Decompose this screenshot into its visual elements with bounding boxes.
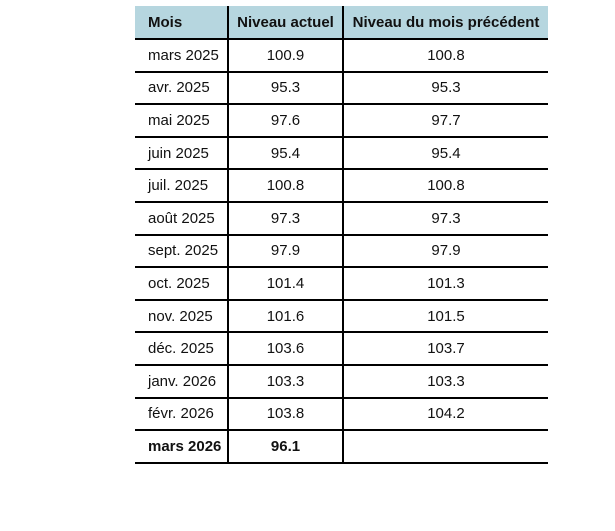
month-cell: août 2025 — [135, 202, 228, 235]
column-header-previous-level: Niveau du mois précédent — [343, 6, 548, 39]
previous-level-cell: 101.3 — [343, 267, 548, 300]
current-level-cell: 101.4 — [228, 267, 343, 300]
month-cell: sept. 2025 — [135, 235, 228, 268]
current-level-cell: 97.3 — [228, 202, 343, 235]
table-row — [135, 202, 548, 235]
current-level-cell: 100.8 — [228, 169, 343, 202]
column-header-month: Mois — [135, 6, 228, 39]
month-cell: juin 2025 — [135, 137, 228, 170]
month-cell: mars 2026 — [135, 430, 228, 463]
month-cell: oct. 2025 — [135, 267, 228, 300]
table-row — [135, 169, 548, 202]
table-row — [135, 300, 548, 333]
table-row — [135, 235, 548, 268]
table-row — [135, 398, 548, 431]
current-level-cell: 97.6 — [228, 104, 343, 137]
table-row — [135, 104, 548, 137]
current-level-cell: 96.1 — [228, 430, 343, 463]
month-cell: déc. 2025 — [135, 332, 228, 365]
month-cell: nov. 2025 — [135, 300, 228, 333]
current-level-cell: 100.9 — [228, 39, 343, 72]
previous-level-cell: 101.5 — [343, 300, 548, 333]
month-cell: juil. 2025 — [135, 169, 228, 202]
previous-level-cell: 97.9 — [343, 235, 548, 268]
previous-level-cell: 103.3 — [343, 365, 548, 398]
table-row-latest — [135, 430, 548, 463]
current-level-cell: 95.3 — [228, 72, 343, 105]
current-level-cell: 101.6 — [228, 300, 343, 333]
table-row — [135, 72, 548, 105]
month-cell: avr. 2025 — [135, 72, 228, 105]
previous-level-cell: 95.3 — [343, 72, 548, 105]
month-cell: mai 2025 — [135, 104, 228, 137]
month-cell: janv. 2026 — [135, 365, 228, 398]
monthly-level-table — [135, 6, 548, 464]
table-row — [135, 332, 548, 365]
table-row — [135, 365, 548, 398]
previous-level-cell: 103.7 — [343, 332, 548, 365]
previous-level-cell: 97.7 — [343, 104, 548, 137]
current-level-cell: 103.3 — [228, 365, 343, 398]
header-row — [135, 6, 548, 39]
previous-level-cell: 104.2 — [343, 398, 548, 431]
table-row — [135, 137, 548, 170]
current-level-cell: 95.4 — [228, 137, 343, 170]
month-cell: mars 2025 — [135, 39, 228, 72]
current-level-cell: 103.6 — [228, 332, 343, 365]
previous-level-cell: 100.8 — [343, 169, 548, 202]
current-level-cell: 97.9 — [228, 235, 343, 268]
previous-level-cell — [343, 430, 548, 463]
column-header-current-level: Niveau actuel — [228, 6, 343, 39]
previous-level-cell: 100.8 — [343, 39, 548, 72]
current-level-cell: 103.8 — [228, 398, 343, 431]
monthly-level-table-container — [135, 6, 548, 464]
previous-level-cell: 95.4 — [343, 137, 548, 170]
table-row — [135, 39, 548, 72]
previous-level-cell: 97.3 — [343, 202, 548, 235]
month-cell: févr. 2026 — [135, 398, 228, 431]
table-row — [135, 267, 548, 300]
